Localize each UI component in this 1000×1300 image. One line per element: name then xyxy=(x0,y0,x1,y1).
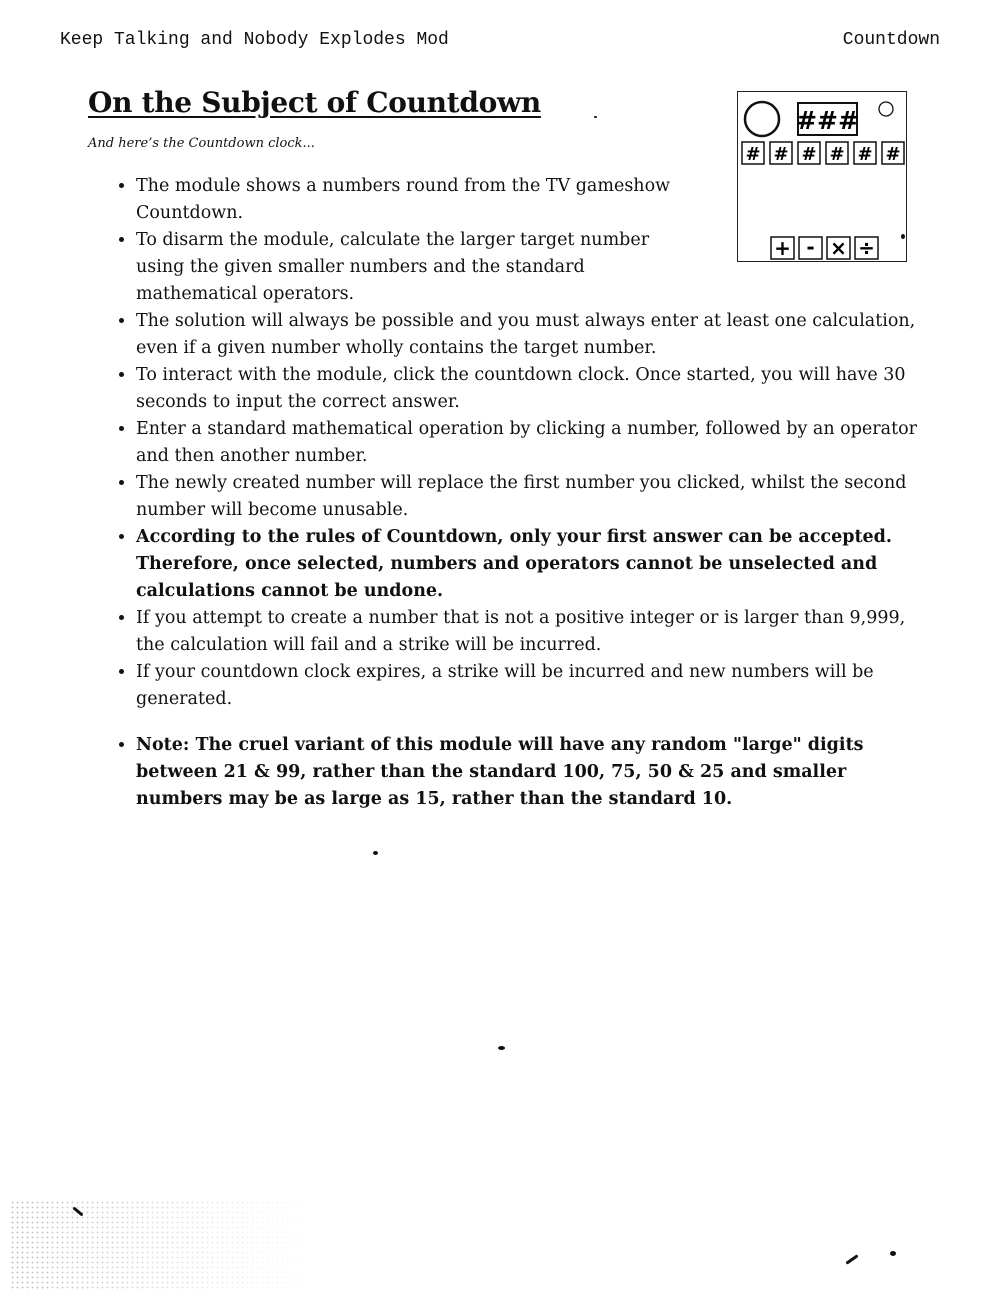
number-button-label: # xyxy=(745,144,761,165)
minus-icon: - xyxy=(806,235,815,259)
rule-item: • The module shows a numbers round from the TV gameshow Countdown. xyxy=(136,173,696,227)
number-button-label: # xyxy=(829,144,845,165)
divide-icon: ÷ xyxy=(858,236,875,260)
rule-item: • If you attempt to create a number that is not a positive integer or is larger than 9,999, the calculation will fail and a strike will be incurred. xyxy=(136,605,936,659)
number-buttons xyxy=(742,142,904,165)
number-button-label: # xyxy=(857,144,873,165)
paper-speck xyxy=(594,116,597,118)
rule-item: • Enter a standard mathematical operation by clicking a number, followed by an operator and then another number. xyxy=(136,416,936,470)
rule-item: • To interact with the module, click the countdown clock. Once started, you will have 30 seconds to input the correct answer. xyxy=(136,362,936,416)
paper-speck xyxy=(901,234,905,239)
multiply-icon: × xyxy=(830,236,847,260)
rule-item-emphasis: • According to the rules of Countdown, only your first answer can be accepted. Therefore, once selected, numbers and operators cannot be unselected and calculations cannot be undone. xyxy=(136,524,936,605)
page-header xyxy=(60,30,940,54)
number-button-label: # xyxy=(801,144,817,165)
number-button-label: # xyxy=(885,144,901,165)
rules-list xyxy=(116,173,936,813)
paper-speck xyxy=(890,1251,896,1256)
note-item: • Note: The cruel variant of this module will have any random "large" digits between 21 & 99, rather than the standard 100, 75, 50 & 25 and smaller numbers may be as large as 15, rather than the standard 10. xyxy=(136,732,936,813)
rule-item: • The newly created number will replace the first number you clicked, whilst the second number will become unusable. xyxy=(136,470,936,524)
page-title: On the Subject of Countdown xyxy=(88,86,541,119)
paper-noise-texture xyxy=(10,1200,310,1290)
header-module-name: Countdown xyxy=(842,30,940,50)
paper-speck xyxy=(845,1254,858,1264)
status-light-icon xyxy=(879,102,893,116)
header-mod-label: Keep Talking and Nobody Explodes Mod xyxy=(60,30,449,50)
rule-item: • If your countdown clock expires, a strike will be incurred and new numbers will be generated. xyxy=(136,659,936,713)
rule-item: • The solution will always be possible and you must always enter at least one calculation, even if a given number wholly contains the target number. xyxy=(136,308,936,362)
target-number-label: ### xyxy=(796,106,859,135)
countdown-clock-icon xyxy=(745,102,779,136)
plus-icon: + xyxy=(774,236,791,260)
number-button-label: # xyxy=(773,144,789,165)
page-subtitle: And here’s the Countdown clock... xyxy=(88,136,315,151)
paper-speck xyxy=(498,1046,505,1050)
paper-speck xyxy=(373,851,378,855)
rule-item: • To disarm the module, calculate the larger target number using the given smaller numbers and the standard mathematical operators. xyxy=(136,227,696,308)
